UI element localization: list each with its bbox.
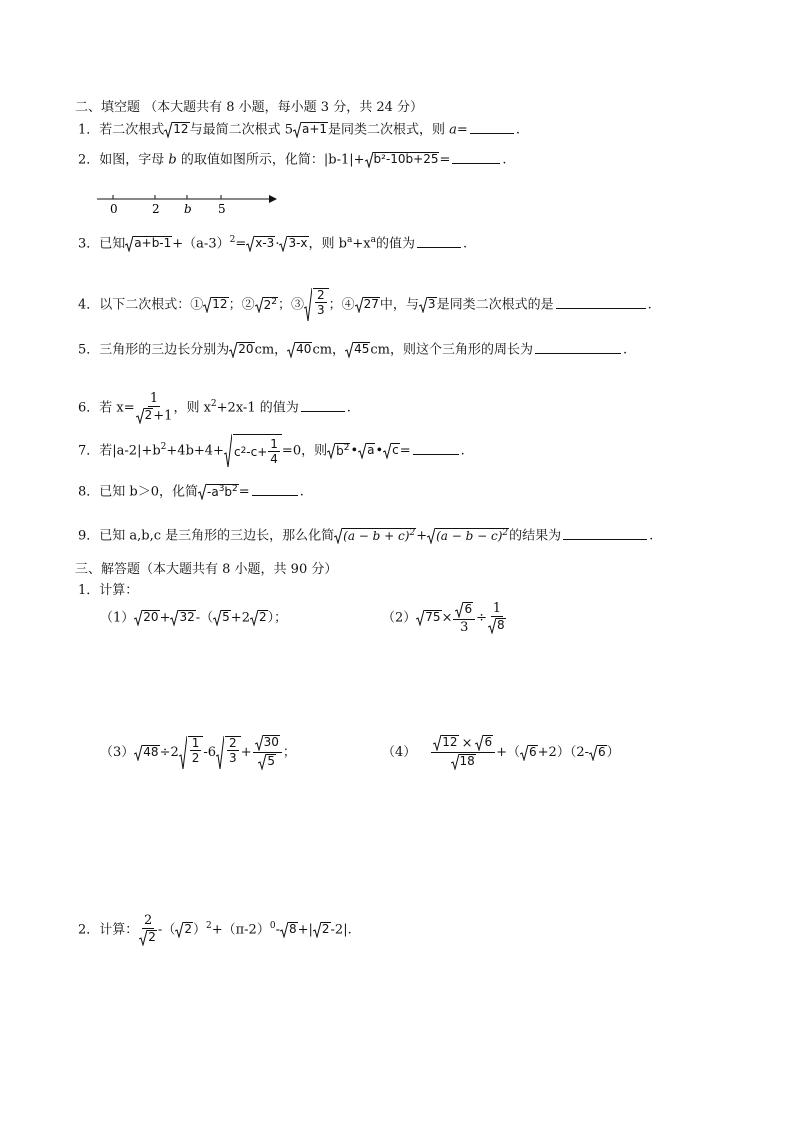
q1-text-3: 是同类二次根式，则 [328,122,450,138]
sqrt-c2-c-quarter: c 2 -c+ $\frac{1}{4}$ [224,434,282,468]
q2-line: 2．如图，字母 b 的取值如图所示，化简：|b-1|+ b²-10b+25 = . [78,152,507,168]
sqrt-neg-a3-b2: $-a^3b^2$ [198,484,239,500]
s3-q1-part2: （2） 75 × $\frac{6}{3}$ ÷ $\frac{1}{8}$ [382,601,505,635]
answer-blank-8[interactable] [252,494,298,496]
answer-blank-1[interactable] [470,132,514,134]
sqrt-x-3: x-3 [246,236,275,252]
sqrt-12: 12 [164,122,189,138]
tick-label-2: 2 [152,202,160,216]
sqrt-20: 20 [229,342,254,358]
q3-line: 3．已知 a+b-1 $+(a-3)^2=$ x-3 · 3-x ，则 $b^a+x^a$的值为 . [78,235,468,252]
sqrt-abc-1: $(a - b + c)^2$ [334,528,416,544]
sqrt-2-squared: $2^2$ [255,297,278,313]
tick-label-b: b [184,202,192,216]
answer-blank-6[interactable] [301,410,345,412]
q5-line: 5．三角形的三边长分别为 20 cm， 40 cm， 45 cm，则这个三角形的周长为 . [78,342,628,358]
sqrt-27: 27 [355,297,380,313]
q7-line: 7．若$|a-2|+b^2+4b+4+$ c 2 -c+ $\frac{1}{4}$ =0，则 $b^2$ • a • c = . [78,434,465,468]
q4-line: 4．以下二次根式：① 12 ；② $2^2$ ；③ $\frac{2}{3}$ ；④ 27 中，与 3 是同类二次根式的是 . [78,288,652,322]
s3-q1-part1: （1） 20 + 32 -（ 5 +2 2 ）； [100,610,288,626]
sqrt-a-plus-1: a+1 [293,122,328,138]
section3-title: 三、解答题（本大题共有 8 小题，共 90 分） [75,562,338,577]
s3-q1-part3: （3） 48 ÷2 $\frac{1}{2}$ -6 $\frac{2}{3}$ + $\frac{30}{5}$ ； [100,735,296,768]
q6-line: 6．若 x= 1 2 +1 ，则 $x^2+2x-1$ 的值为 . [78,391,351,424]
answer-blank-4[interactable] [556,307,646,309]
answer-blank-3[interactable] [417,246,461,248]
answer-blank-5[interactable] [535,352,621,354]
sqrt-40: 40 [287,342,312,358]
var-b: b [168,152,177,168]
section2-title: 二、填空题 （本大题共有 8 小题，每小题 3 分，共 24 分） [75,100,424,115]
sqrt-a-b-1: a+b-1 [125,236,172,252]
sqrt-c: c [383,443,400,459]
q1-text: 1．若二次根式 [78,122,165,138]
var-a: a [449,122,457,138]
sqrt-3: 3 [419,297,437,313]
s3-q1-head: 1．计算： [78,583,139,598]
q1-text-2: 与最简二次根式 5 [189,122,293,138]
answer-blank-7[interactable] [413,453,459,455]
tick-label-0: 0 [110,202,118,216]
q1-line: 1．若二次根式 12 与最简二次根式 5 a+1 是同类二次根式，则 a= . [78,122,520,138]
sqrt-b2: $b^2$ [327,443,350,459]
answer-blank-9[interactable] [563,538,647,540]
sqrt-12-b: 12 [203,297,228,313]
answer-blank-2[interactable] [452,162,500,164]
sqrt-b2-10b-25: b²-10b+25 [365,152,440,168]
sqrt-a: a [358,443,375,459]
s3-q2-line: 2．计算： $\frac{2}{2}$ -（ 2 ）$^2+(\pi-2)^0-$ 8 +| 2 -2|. [78,913,352,944]
sqrt-45: 45 [345,342,370,358]
q9-line: 9．已知 a,b,c 是三角形的三边长，那么化简 $(a - b + c)^2$ + $(a - b - c)^2$ 的结果为 . [78,528,654,544]
sqrt-3-x: 3-x [279,236,308,252]
sqrt-two-thirds: $\frac{2}{3}$ [304,288,329,322]
s3-q1-part4: （4） 12 × 6 18 +（ 6 +2）（2- 6 ） [382,735,620,768]
q8-line: 8．已知 b＞0，化简 $-a^3b^2$ = . [78,484,304,500]
sqrt-abc-2: $(a - b - c)^2$ [427,528,509,544]
tick-label-5: 5 [218,202,226,216]
number-line [97,192,287,216]
fraction-1-over-sqrt2-plus-1: 1 2 +1 [136,392,173,424]
